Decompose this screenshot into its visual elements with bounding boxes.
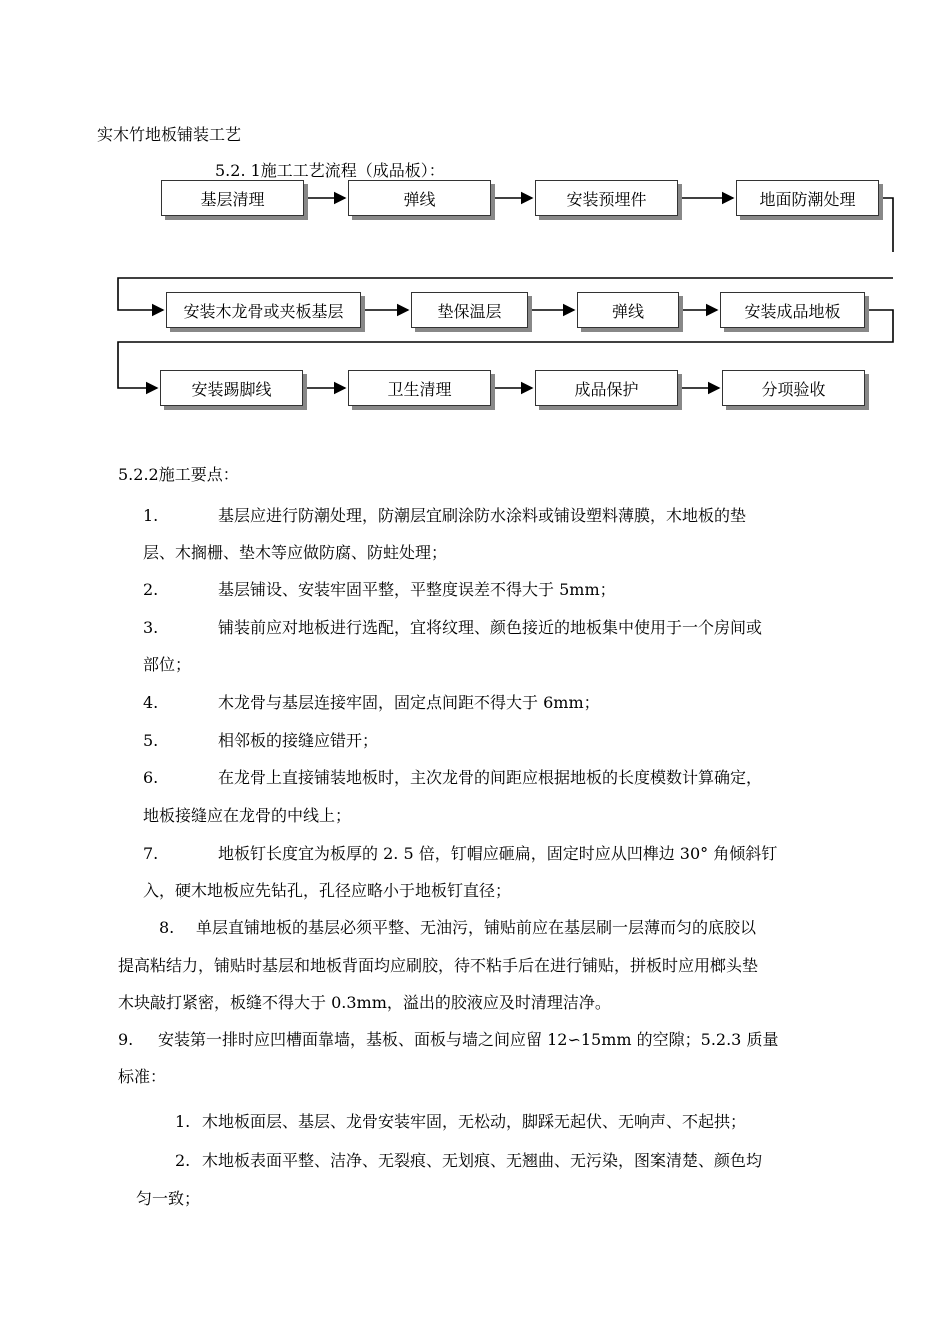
quality-text: 木地板面层、基层、龙骨安装牢固，无松动，脚踩无起伏、无响声、不起拱； bbox=[202, 1112, 747, 1131]
flow-step-5: 安装木龙骨或夹板基层 bbox=[166, 292, 361, 328]
point-text: 安装第一排时应凹槽面靠墙，基板、面板与墙之间应留 12∽15mm 的空隙；5.2.3 质量 bbox=[158, 1030, 779, 1049]
quality-text: 木地板表面平整、洁净、无裂痕、无划痕、无翘曲、无污染，图案清楚、颜色均 bbox=[202, 1151, 763, 1170]
point-text: 单层直铺地板的基层必须平整、无油污，铺贴前应在基层刷一层薄而匀的底胶以 bbox=[196, 918, 757, 937]
quality-number: 2. bbox=[175, 1151, 191, 1170]
point-text-cont: 层、木搁栅、垫木等应做防腐、防蛀处理； bbox=[143, 543, 448, 562]
point-text: 木龙骨与基层连接牢固，固定点间距不得大于 6mm； bbox=[218, 693, 600, 712]
point-number: 8. bbox=[159, 918, 175, 937]
flow-step-9: 安装踢脚线 bbox=[160, 370, 303, 406]
point-text-cont: 标准： bbox=[118, 1067, 167, 1086]
flow-step-2: 弹线 bbox=[348, 180, 491, 216]
point-text: 在龙骨上直接铺装地板时，主次龙骨的间距应根据地板的长度模数计算确定， bbox=[218, 768, 763, 787]
point-number: 6. bbox=[143, 768, 159, 787]
flow-step-7: 弹线 bbox=[577, 292, 679, 328]
document-title: 实木竹地板铺装工艺 bbox=[97, 125, 242, 144]
quality-number: 1. bbox=[175, 1112, 191, 1131]
point-text: 地板钉长度宜为板厚的 2. 5 倍，钉帽应砸扁，固定时应从凹榫边 30° 角倾斜钉 bbox=[218, 844, 778, 863]
point-text: 基层铺设、安装牢固平整，平整度误差不得大于 5mm； bbox=[218, 580, 616, 599]
point-text: 基层应进行防潮处理，防潮层宜刷涂防水涂料或铺设塑料薄膜，木地板的垫 bbox=[218, 506, 747, 525]
point-number: 1. bbox=[143, 506, 159, 525]
point-text-cont: 入，硬木地板应先钻孔，孔径应略小于地板钉直径； bbox=[143, 881, 512, 900]
points-heading: 5.2.2施工要点： bbox=[118, 465, 239, 484]
point-number: 4. bbox=[143, 693, 159, 712]
flow-step-1: 基层清理 bbox=[161, 180, 304, 216]
flow-step-12: 分项验收 bbox=[722, 370, 865, 406]
point-text: 相邻板的接缝应错开； bbox=[218, 731, 379, 750]
flow-step-6: 垫保温层 bbox=[411, 292, 528, 328]
point-number: 9. bbox=[118, 1030, 134, 1049]
flow-step-8: 安装成品地板 bbox=[720, 292, 865, 328]
point-number: 3. bbox=[143, 618, 159, 637]
point-text-cont: 部位； bbox=[143, 655, 192, 674]
flow-step-3: 安装预埋件 bbox=[535, 180, 678, 216]
point-text-cont: 提高粘结力，铺贴时基层和地板背面均应刷胶，待不粘手后在进行铺贴，拼板时应用榔头垫 bbox=[118, 956, 759, 975]
flow-heading: 5.2. 1施工工艺流程（成品板）： bbox=[215, 161, 445, 180]
flow-step-11: 成品保护 bbox=[535, 370, 678, 406]
point-number: 5. bbox=[143, 731, 159, 750]
point-text-cont: 木块敲打紧密，板缝不得大于 0.3mm，溢出的胶液应及时清理洁净。 bbox=[118, 993, 611, 1012]
point-number: 7. bbox=[143, 844, 159, 863]
flow-step-4: 地面防潮处理 bbox=[736, 180, 879, 216]
flow-step-10: 卫生清理 bbox=[348, 370, 491, 406]
quality-text-cont: 匀一致； bbox=[136, 1189, 201, 1208]
point-text-cont: 地板接缝应在龙骨的中线上； bbox=[143, 806, 352, 825]
point-text: 铺装前应对地板进行选配，宜将纹理、颜色接近的地板集中使用于一个房间或 bbox=[218, 618, 763, 637]
point-number: 2. bbox=[143, 580, 159, 599]
